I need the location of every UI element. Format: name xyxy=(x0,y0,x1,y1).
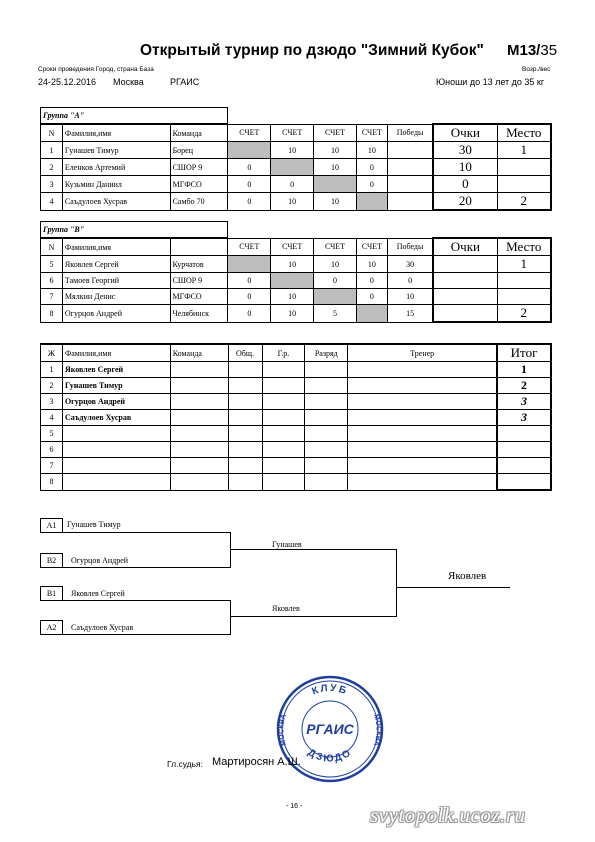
col-rank: Разряд xyxy=(305,344,348,362)
wins-cell xyxy=(387,142,433,159)
athlete-name: Огурцов Андрей xyxy=(62,394,170,410)
birth-year-cell xyxy=(262,394,305,410)
coach-cell xyxy=(348,458,497,474)
score-cell: 5 xyxy=(314,305,357,323)
athlete-name: Тамоев Георгий xyxy=(62,273,170,289)
rank-cell xyxy=(305,474,348,491)
score-cell xyxy=(228,256,271,273)
points-cell xyxy=(433,305,497,323)
col-score-2: СЧЕТ xyxy=(271,124,314,142)
score-cell: 0 xyxy=(228,273,271,289)
bracket-seed: А2 xyxy=(40,620,63,635)
col-score-1: СЧЕТ xyxy=(228,124,271,142)
points-cell xyxy=(433,273,497,289)
score-cell: 0 xyxy=(356,159,387,176)
row-number: 6 xyxy=(41,442,63,458)
col-points: Очки xyxy=(433,124,497,142)
birth-year-cell xyxy=(262,378,305,394)
col-name: Фамилия,имя xyxy=(62,344,170,362)
stamp-bottom-text: ДЗЮДО xyxy=(305,747,355,765)
score-cell: 0 xyxy=(228,305,271,323)
rank-cell xyxy=(305,378,348,394)
team-cell xyxy=(170,394,228,410)
score-cell: 0 xyxy=(228,289,271,305)
athlete-team: Челябинск xyxy=(170,305,228,323)
col-team xyxy=(170,238,228,256)
result-cell: 2 xyxy=(497,378,551,394)
society-cell xyxy=(228,378,262,394)
score-cell xyxy=(314,176,357,193)
coach-cell xyxy=(348,410,497,426)
result-cell xyxy=(497,458,551,474)
score-cell: 0 xyxy=(228,193,271,211)
score-cell xyxy=(356,305,387,323)
row-number: 8 xyxy=(41,474,63,491)
score-cell xyxy=(356,193,387,211)
points-cell xyxy=(433,289,497,305)
stamp-left-text: МОСКВА xyxy=(278,713,289,747)
age-weight-category: Юноши до 13 лет до 35 кг xyxy=(436,77,545,87)
result-cell xyxy=(497,474,551,491)
bracket-seed: А1 xyxy=(40,518,63,533)
row-number: 1 xyxy=(41,362,63,378)
row-number: 3 xyxy=(41,394,63,410)
bracket-entry-name: Огурцов Андрей xyxy=(71,556,129,565)
bracket-seed: В2 xyxy=(40,553,63,568)
table-row xyxy=(41,159,552,176)
athlete-name xyxy=(62,474,170,491)
table-row xyxy=(41,305,552,323)
society-cell xyxy=(228,362,262,378)
birth-year-cell xyxy=(262,458,305,474)
athlete-team: Борец xyxy=(170,142,228,159)
semi-winner-1: Гунашев xyxy=(272,540,302,549)
table-row xyxy=(41,442,552,458)
col-team: Команда xyxy=(170,344,228,362)
col-wins: Победы xyxy=(387,238,433,256)
table-row xyxy=(41,458,552,474)
athlete-name: Яковлев Сергей xyxy=(62,362,170,378)
col-score-4: СЧЕТ xyxy=(356,124,387,142)
watermark: svytopolk.ucoz.ru xyxy=(370,803,526,827)
semi-winner-2: Яковлев xyxy=(272,604,300,613)
rank-cell xyxy=(305,442,348,458)
bracket-entry-name: Саъдулоев Хусрав xyxy=(71,623,134,632)
points-cell: 10 xyxy=(433,159,497,176)
birth-year-cell xyxy=(262,362,305,378)
stamp-right-text: МОСКВА xyxy=(371,713,382,747)
row-number: 5 xyxy=(41,256,63,273)
table-row xyxy=(41,289,552,305)
table-row xyxy=(41,193,552,211)
birth-year-cell xyxy=(262,442,305,458)
place-cell: 1 xyxy=(497,142,551,159)
points-cell: 0 xyxy=(433,176,497,193)
group-b-table xyxy=(40,221,552,323)
place-cell xyxy=(497,273,551,289)
team-cell xyxy=(170,474,228,491)
place-cell: 2 xyxy=(497,193,551,211)
rank-cell xyxy=(305,394,348,410)
results-header-row xyxy=(41,344,552,362)
score-cell: 10 xyxy=(271,142,314,159)
score-cell xyxy=(271,159,314,176)
page-title: Открытый турнир по дзюдо "Зимний Кубок" xyxy=(140,42,484,59)
col-society: Общ. xyxy=(228,344,262,362)
athlete-team: Самбо 70 xyxy=(170,193,228,211)
coach-cell xyxy=(348,362,497,378)
rank-cell xyxy=(305,410,348,426)
table-row xyxy=(41,176,552,193)
coach-cell xyxy=(348,442,497,458)
col-coach: Тренер xyxy=(348,344,497,362)
row-number: 4 xyxy=(41,193,63,211)
coach-cell xyxy=(348,426,497,442)
meta-labels: Сроки проведения Город, страна База xyxy=(38,66,154,73)
svg-text:ДЗЮДО xyxy=(306,747,354,764)
row-number: 6 xyxy=(41,273,63,289)
points-cell xyxy=(433,256,497,273)
bracket-seed: В1 xyxy=(40,586,63,601)
wins-cell: 30 xyxy=(387,256,433,273)
table-row xyxy=(41,273,552,289)
athlete-name: Еленков Артемий xyxy=(62,159,170,176)
table-row xyxy=(41,378,552,394)
athlete-name xyxy=(62,458,170,474)
row-number: 7 xyxy=(41,458,63,474)
score-cell: 10 xyxy=(356,142,387,159)
athlete-name xyxy=(62,442,170,458)
group-a-header-row xyxy=(41,124,552,142)
result-cell: 3 xyxy=(497,410,551,426)
result-cell: 1 xyxy=(497,362,551,378)
athlete-team: Курчатов xyxy=(170,256,228,273)
athlete-name: Гунашев Тимур xyxy=(62,142,170,159)
points-cell: 30 xyxy=(433,142,497,159)
col-score-3: СЧЕТ xyxy=(314,238,357,256)
coach-cell xyxy=(348,378,497,394)
coach-cell xyxy=(348,394,497,410)
col-score-3: СЧЕТ xyxy=(314,124,357,142)
stamp-center-text: РГАИС xyxy=(306,721,354,737)
athlete-name: Гунашев Тимур xyxy=(62,378,170,394)
score-cell: 10 xyxy=(314,193,357,211)
table-row xyxy=(41,426,552,442)
athlete-team: МГФСО xyxy=(170,176,228,193)
stamp-top-text: КЛУБ xyxy=(310,682,350,698)
col-n: N xyxy=(41,238,63,256)
col-name: Фамилия,имя xyxy=(62,124,170,142)
society-cell xyxy=(228,394,262,410)
score-cell: 0 xyxy=(228,176,271,193)
athlete-team: СШОР 9 xyxy=(170,273,228,289)
row-number: 8 xyxy=(41,305,63,323)
wins-cell: 0 xyxy=(387,273,433,289)
col-total: Итог xyxy=(497,344,551,362)
row-number: 3 xyxy=(41,176,63,193)
bracket-entry-name: Гунашев Тимур xyxy=(67,520,121,529)
row-number: 5 xyxy=(41,426,63,442)
score-cell: 0 xyxy=(314,273,357,289)
rank-cell xyxy=(305,458,348,474)
society-cell xyxy=(228,458,262,474)
row-number: 7 xyxy=(41,289,63,305)
result-cell: 3 xyxy=(497,394,551,410)
score-cell: 0 xyxy=(356,289,387,305)
table-row xyxy=(41,256,552,273)
col-name: Фамилия,имя xyxy=(62,238,170,256)
club-stamp xyxy=(274,673,386,785)
athlete-team: МГФСО xyxy=(170,289,228,305)
col-place: Место xyxy=(497,238,551,256)
team-cell xyxy=(170,410,228,426)
table-row xyxy=(41,394,552,410)
score-cell: 10 xyxy=(271,305,314,323)
coach-cell xyxy=(348,474,497,491)
athlete-name: Саъдулоев Хусрав xyxy=(62,193,170,211)
group-a-table xyxy=(40,107,552,211)
birth-year-cell xyxy=(262,426,305,442)
wins-cell xyxy=(387,176,433,193)
athlete-name: Яковлев Сергей xyxy=(62,256,170,273)
birth-year-cell xyxy=(262,410,305,426)
row-number: 4 xyxy=(41,410,63,426)
row-number: 2 xyxy=(41,159,63,176)
score-cell: 10 xyxy=(271,256,314,273)
score-cell: 10 xyxy=(314,256,357,273)
col-place: Место xyxy=(497,124,551,142)
team-cell xyxy=(170,378,228,394)
group-a-title: Группа "А" xyxy=(41,108,228,125)
score-cell: 0 xyxy=(356,176,387,193)
score-cell: 10 xyxy=(314,159,357,176)
age-label: Возр./вес xyxy=(522,66,551,73)
team-cell xyxy=(170,458,228,474)
event-base: РГАИС xyxy=(170,77,200,87)
place-cell xyxy=(497,159,551,176)
col-birth-year: Г.р. xyxy=(262,344,305,362)
col-score-1: СЧЕТ xyxy=(228,238,271,256)
result-cell xyxy=(497,426,551,442)
result-cell xyxy=(497,442,551,458)
table-row xyxy=(41,142,552,159)
row-number: 1 xyxy=(41,142,63,159)
final-results-table xyxy=(40,343,552,491)
category-code: М13/35 xyxy=(507,42,558,59)
event-dates: 24-25.12.2016 xyxy=(38,77,97,87)
team-cell xyxy=(170,426,228,442)
col-score-2: СЧЕТ xyxy=(271,238,314,256)
society-cell xyxy=(228,426,262,442)
judge-name: Мартиросян А.Ш. xyxy=(212,756,301,768)
table-row xyxy=(41,410,552,426)
col-n: N xyxy=(41,124,63,142)
points-cell: 20 xyxy=(433,193,497,211)
score-cell: 0 xyxy=(271,176,314,193)
final-winner: Яковлев xyxy=(448,570,487,582)
athlete-name: Кузьмин Даниил xyxy=(62,176,170,193)
table-row xyxy=(41,474,552,491)
place-cell xyxy=(497,289,551,305)
score-cell: 10 xyxy=(271,289,314,305)
score-cell xyxy=(228,142,271,159)
athlete-name: Саъдулоев Хусрав xyxy=(62,410,170,426)
col-n: Ж xyxy=(41,344,63,362)
athlete-team: СШОР 9 xyxy=(170,159,228,176)
score-cell: 0 xyxy=(356,273,387,289)
bracket-entry-name: Яковлев Сергей xyxy=(71,589,125,598)
wins-cell xyxy=(387,193,433,211)
team-cell xyxy=(170,362,228,378)
place-cell: 2 xyxy=(497,305,551,323)
society-cell xyxy=(228,410,262,426)
table-row xyxy=(41,362,552,378)
group-b-title: Группа "В" xyxy=(41,222,228,239)
athlete-name xyxy=(62,426,170,442)
judge-label: Гл.судья: xyxy=(167,759,204,769)
row-number: 2 xyxy=(41,378,63,394)
col-wins: Победы xyxy=(387,124,433,142)
page-number: - 16 - xyxy=(286,803,303,810)
event-city: Москва xyxy=(113,77,144,87)
score-cell: 10 xyxy=(356,256,387,273)
society-cell xyxy=(228,474,262,491)
place-cell xyxy=(497,176,551,193)
score-cell: 10 xyxy=(314,142,357,159)
score-cell: 10 xyxy=(271,193,314,211)
svg-text:КЛУБ xyxy=(311,683,350,698)
score-cell: 0 xyxy=(228,159,271,176)
birth-year-cell xyxy=(262,474,305,491)
wins-cell xyxy=(387,159,433,176)
group-b-header-row xyxy=(41,238,552,256)
col-team: Команда xyxy=(170,124,228,142)
rank-cell xyxy=(305,362,348,378)
rank-cell xyxy=(305,426,348,442)
col-score-4: СЧЕТ xyxy=(356,238,387,256)
society-cell xyxy=(228,442,262,458)
place-cell: 1 xyxy=(497,256,551,273)
athlete-name: Огурцов Андрей xyxy=(62,305,170,323)
col-points: Очки xyxy=(433,238,497,256)
wins-cell: 10 xyxy=(387,289,433,305)
athlete-name: Мялкин Денис xyxy=(62,289,170,305)
team-cell xyxy=(170,442,228,458)
wins-cell: 15 xyxy=(387,305,433,323)
score-cell xyxy=(314,289,357,305)
score-cell xyxy=(271,273,314,289)
